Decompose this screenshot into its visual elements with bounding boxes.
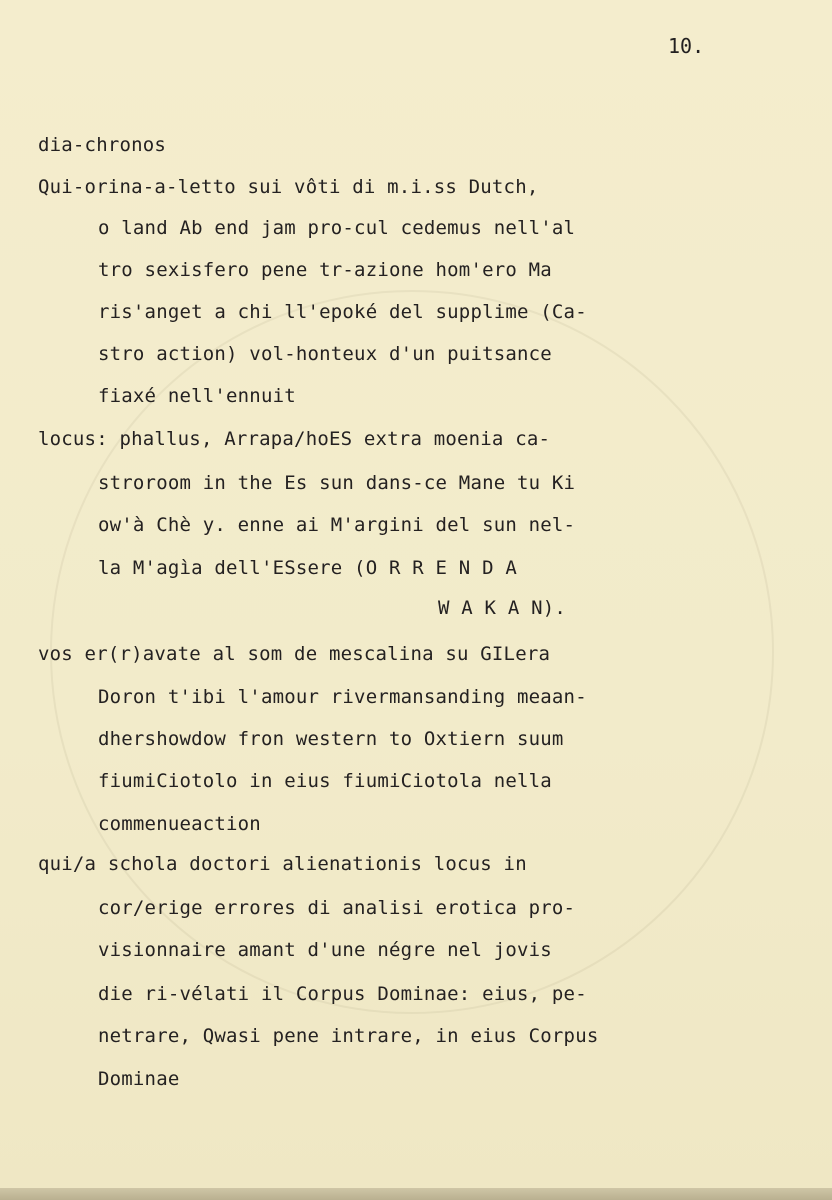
text-line-20: visionnaire amant d'une négre nel jovis	[98, 939, 552, 961]
text-line-8: locus: phallus, Arrapa/hoES extra moenia ca-	[38, 428, 551, 450]
text-line-1: dia-chronos	[38, 134, 167, 156]
page-bottom-edge	[0, 1188, 832, 1200]
text-line-6: stro action) vol-honteux d'un puitsance	[98, 343, 552, 365]
text-line-22: netrare, Qwasi pene intrare, in eius Corpus	[98, 1025, 599, 1047]
text-line-3: o land Ab end jam pro-cul cedemus nell'al	[98, 217, 576, 239]
text-line-9: stroroom in the Es sun dans-ce Mane tu Ki	[98, 472, 576, 494]
text-line-10: ow'à Chè y. enne ai M'argini del sun nel-	[98, 514, 576, 536]
text-line-13: vos er(r)avate al som de mescalina su GILera	[38, 643, 551, 665]
text-line-19: cor/erige errores di analisi erotica pro-	[98, 897, 576, 919]
text-line-15: dhershowdow fron western to Oxtiern suum	[98, 728, 564, 750]
text-line-16: fiumiCiotolo in eius fiumiCiotola nella	[98, 770, 552, 792]
text-line-2: Qui-orina-a-letto sui vôti di m.i.ss Dutch,	[38, 176, 539, 198]
text-line-12: W A K A N).	[438, 597, 567, 619]
page-number: 10.	[668, 34, 705, 58]
text-line-18: qui/a schola doctori alienationis locus in	[38, 853, 527, 875]
text-line-14: Doron t'ibi l'amour rivermansanding meaan-	[98, 686, 587, 708]
text-line-17: commenueaction	[98, 813, 261, 835]
text-line-4: tro sexisfero pene tr-azione hom'ero Ma	[98, 259, 552, 281]
text-line-5: ris'anget a chi ll'epoké del supplime (Ca-	[98, 301, 587, 323]
text-line-7: fiaxé nell'ennuit	[98, 385, 296, 407]
text-line-23: Dominae	[98, 1068, 180, 1090]
text-line-11: la M'agìa dell'ESsere (O R R E N D A	[98, 557, 518, 579]
text-line-21: die ri-vélati il Corpus Dominae: eius, pe-	[98, 983, 587, 1005]
